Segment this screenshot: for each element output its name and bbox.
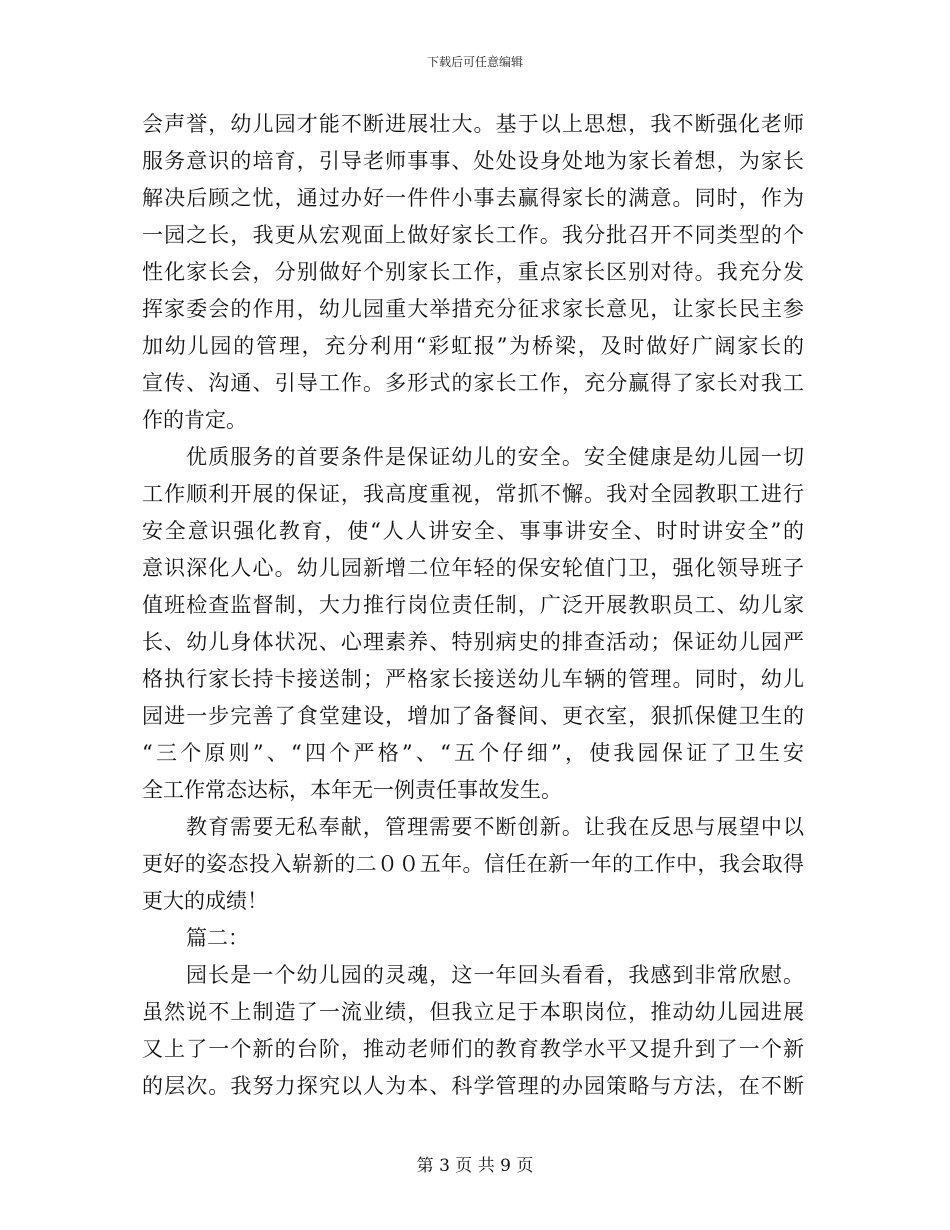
- section-heading: 篇二：: [186, 926, 249, 950]
- paragraph-line: 虽然说不上制造了一流业绩，但我立足于本职岗位，推动幼儿园进展: [142, 1000, 804, 1024]
- paragraph-line: 的层次。我努力探究以人为本、科学管理的办园策略与方法，在不断: [142, 1074, 804, 1098]
- paragraph-line: 解决后顾之忧，通过办好一件件小事去赢得家长的满意。同时，作为: [142, 186, 804, 210]
- paragraph-line: 园长是一个幼儿园的灵魂，这一年回头看看，我感到非常欣慰。: [186, 963, 804, 987]
- paragraph-line: 安全意识强化教育，使“人人讲安全、事事讲安全、时时讲安全”的: [142, 519, 804, 543]
- paragraph-line: 更大的成绩！: [142, 889, 268, 913]
- paragraph-line: 性化家长会，分别做好个别家长工作，重点家长区别对待。我充分发: [142, 260, 804, 284]
- paragraph-line: 工作顺利开展的保证，我高度重视，常抓不懈。我对全园教职工进行: [142, 482, 804, 506]
- paragraph-line: 园进一步完善了食堂建设，增加了备餐间、更衣室，狠抓保健卫生的: [142, 704, 804, 728]
- paragraph-line: 优质服务的首要条件是保证幼儿的安全。安全健康是幼儿园一切: [186, 445, 804, 469]
- paragraph-line: 意识深化人心。幼儿园新增二位年轻的保安轮值门卫，强化领导班子: [142, 556, 804, 580]
- paragraph-line: 教育需要无私奉献，管理需要不断创新。让我在反思与展望中以: [186, 815, 804, 839]
- paragraph-line: 值班检查监督制，大力推行岗位责任制，广泛开展教职员工、幼儿家: [142, 593, 804, 617]
- paragraph-line: 会声誉，幼儿园才能不断进展壮大。基于以上思想，我不断强化老师: [142, 112, 804, 136]
- page-header: 下载后可任意编辑: [426, 55, 523, 69]
- paragraph-line: 又上了一个新的台阶，推动老师们的教育教学水平又提升到了一个新: [142, 1037, 804, 1061]
- paragraph-line: 全工作常态达标，本年无一例责任事故发生。: [142, 778, 562, 802]
- page-number-footer: 第 3 页 共 9 页: [416, 1156, 534, 1176]
- paragraph-line: 加幼儿园的管理，充分利用“彩虹报”为桥梁，及时做好广阔家长的: [142, 334, 804, 358]
- paragraph-line: 服务意识的培育，引导老师事事、处处设身处地为家长着想，为家长: [142, 149, 804, 173]
- paragraph-line: 一园之长，我更从宏观面上做好家长工作。我分批召开不同类型的个: [142, 223, 804, 247]
- document-body: [142, 106, 804, 1105]
- paragraph-line: 作的肯定。: [142, 408, 247, 432]
- paragraph-line: 长、幼儿身体状况、心理素养、特别病史的排查活动；保证幼儿园严: [142, 630, 804, 654]
- paragraph-line: 更好的姿态投入崭新的二００五年。信任在新一年的工作中，我会取得: [142, 852, 804, 876]
- paragraph-line: 格执行家长持卡接送制；严格家长接送幼儿车辆的管理。同时，幼儿: [142, 667, 804, 691]
- paragraph-line: 宣传、沟通、引导工作。多形式的家长工作，充分赢得了家长对我工: [142, 371, 804, 395]
- paragraph-line: “三个原则”、“四个严格”、“五个仔细”，使我园保证了卫生安: [142, 741, 804, 765]
- paragraph-line: 挥家委会的作用，幼儿园重大举措充分征求家长意见，让家长民主参: [142, 297, 804, 321]
